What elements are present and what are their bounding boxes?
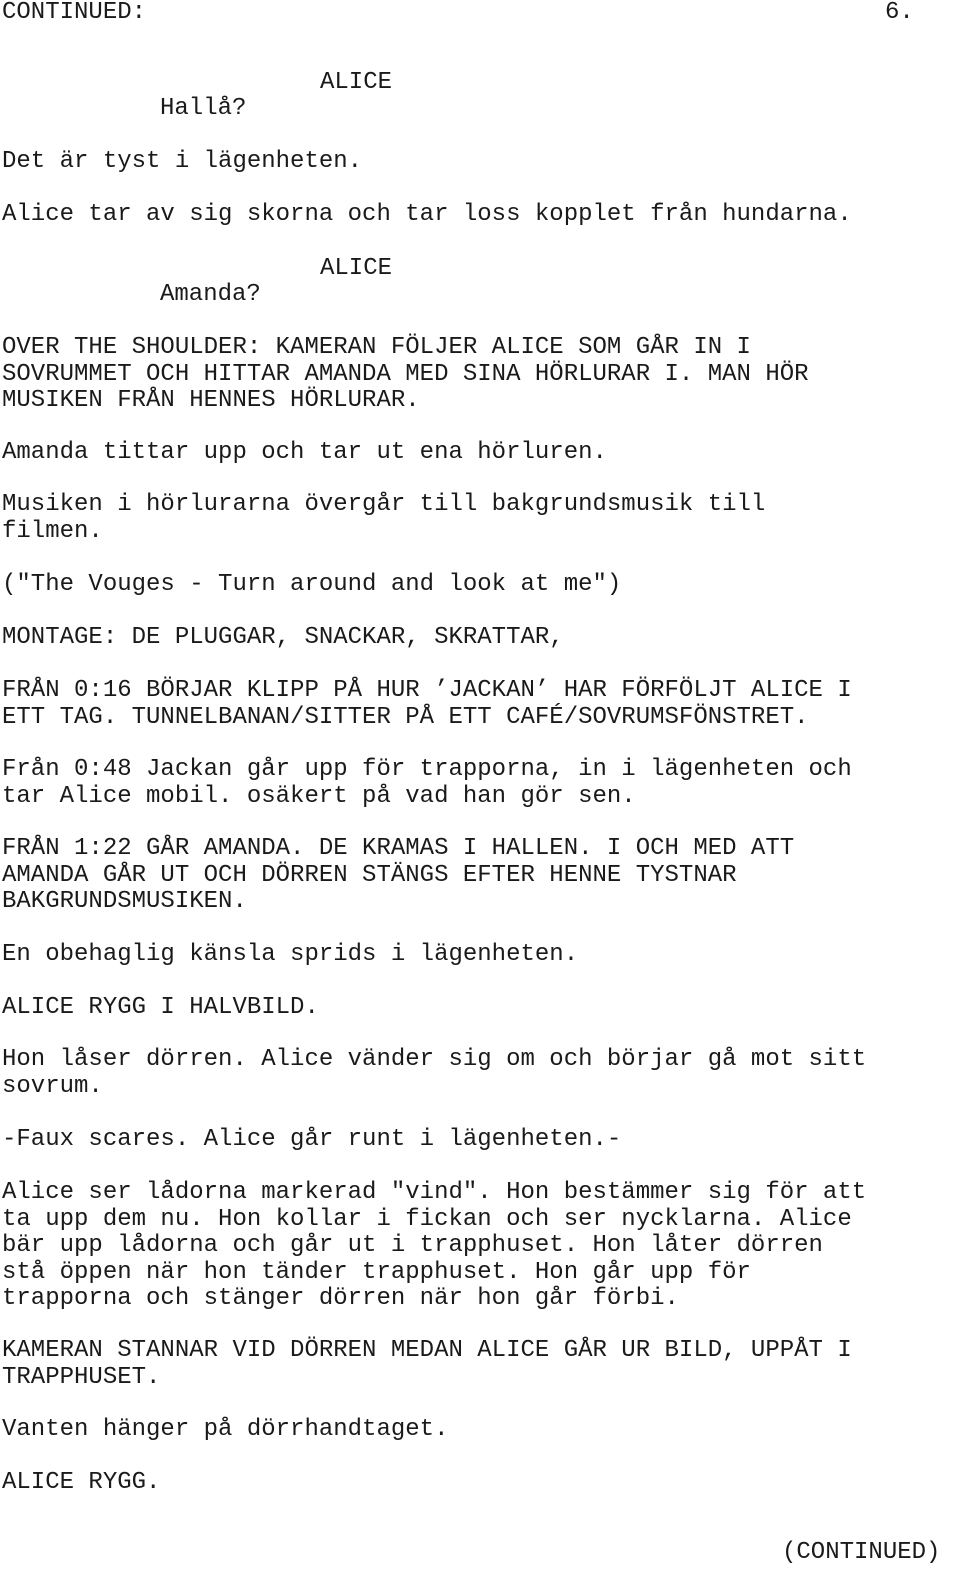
action-line: OVER THE SHOULDER: KAMERAN FÖLJER ALICE SOM GÅR IN I SOVRUMMET OCH HITTAR AMANDA MED SINA HÖRLURAR I. MAN HÖR MUSIKEN FRÅN HENNES HÖRLURAR. bbox=[2, 334, 809, 414]
action-line: ("The Vouges - Turn around and look at me") bbox=[2, 571, 622, 598]
page-header-continued: CONTINUED: bbox=[2, 0, 147, 26]
action-line: Hon låser dörren. Alice vänder sig om och börjar gå mot sitt sovrum. bbox=[2, 1046, 867, 1100]
character-name: ALICE bbox=[320, 69, 393, 96]
action-line: Det är tyst i lägenheten. bbox=[2, 148, 363, 175]
action-line: En obehaglig känsla sprids i lägenheten. bbox=[2, 941, 579, 968]
page-footer-continued: (CONTINUED) bbox=[782, 1539, 941, 1566]
dialogue: Amanda? bbox=[160, 281, 261, 308]
action-line: Från 0:48 Jackan går upp för trapporna, in i lägenheten och tar Alice mobil. osäkert på vad han gör sen. bbox=[2, 756, 852, 810]
page-number: 6. bbox=[885, 0, 914, 26]
action-line: Vanten hänger på dörrhandtaget. bbox=[2, 1416, 449, 1443]
dialogue: Hallå? bbox=[160, 95, 247, 122]
action-line: Alice tar av sig skorna och tar loss kopplet från hundarna. bbox=[2, 201, 852, 228]
action-line: -Faux scares. Alice går runt i lägenheten.- bbox=[2, 1126, 622, 1153]
action-line: Musiken i hörlurarna övergår till bakgrundsmusik till filmen. bbox=[2, 491, 766, 545]
character-name: ALICE bbox=[320, 255, 393, 282]
action-line: Alice ser lådorna markerad "vind". Hon bestämmer sig för att ta upp dem nu. Hon kollar i fickan och ser nycklarna. Alice bär upp lådorna och går ut i trapphuset. Hon låter dörren stå öppen när hon tänder trapphuset. Hon går upp för trapporna och stänger dörren när hon går förbi. bbox=[2, 1179, 867, 1312]
action-line: FRÅN 1:22 GÅR AMANDA. DE KRAMAS I HALLEN. I OCH MED ATT AMANDA GÅR UT OCH DÖRREN STÄNGS EFTER HENNE TYSTNAR BAKGRUNDSMUSIKEN. bbox=[2, 835, 795, 915]
action-line: FRÅN 0:16 BÖRJAR KLIPP PÅ HUR ’JACKAN’ HAR FÖRFÖLJT ALICE I ETT TAG. TUNNELBANAN/SITTER PÅ ETT CAFÉ/SOVRUMSFÖNSTRET. bbox=[2, 677, 852, 731]
action-line: ALICE RYGG I HALVBILD. bbox=[2, 994, 319, 1021]
action-line: KAMERAN STANNAR VID DÖRREN MEDAN ALICE GÅR UR BILD, UPPÅT I TRAPPHUSET. bbox=[2, 1337, 852, 1391]
action-line: MONTAGE: DE PLUGGAR, SNACKAR, SKRATTAR, bbox=[2, 624, 564, 651]
action-line: Amanda tittar upp och tar ut ena hörluren. bbox=[2, 439, 607, 466]
action-line: ALICE RYGG. bbox=[2, 1469, 161, 1496]
